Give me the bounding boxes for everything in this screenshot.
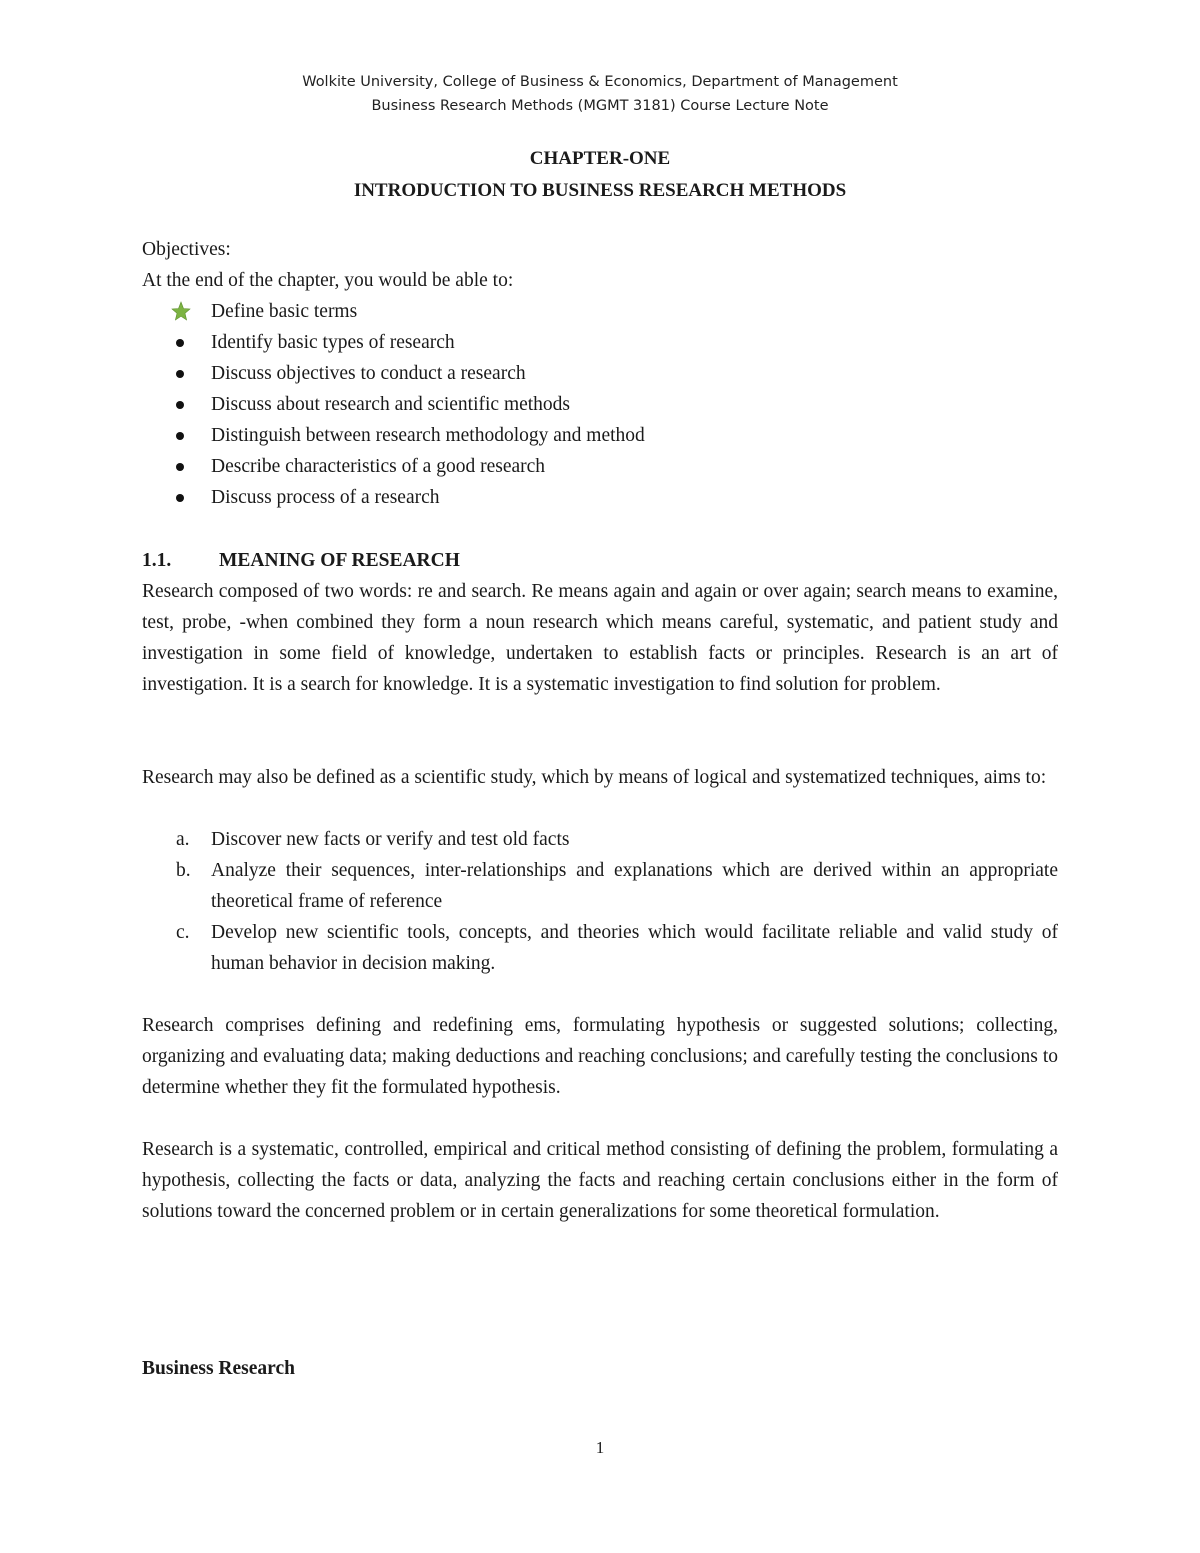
objective-text: Discuss about research and scientific methods xyxy=(211,394,571,415)
chapter-title: INTRODUCTION TO BUSINESS RESEARCH METHODS xyxy=(353,180,847,201)
chapter-label: CHAPTER-ONE xyxy=(529,148,671,169)
aim-text: Develop new scientific tools, concepts, and theories which would facilitate reliable and valid study of human behavior in decision making. xyxy=(211,922,1058,974)
business-research-heading: Business Research xyxy=(142,1358,295,1379)
list-marker: b. xyxy=(176,860,191,881)
paragraph-meaning: Research composed of two words: re and search. Re means again and again or over again; search means to examine, test, probe, -when combined they form a noun research which means careful, systematic, and patient study and investigation in some field of knowledge, undertaken to establish facts or principles. Research is an art of investigation. It is a search for knowledge. It is a systematic investigation to find solution for problem. xyxy=(142,581,1058,695)
green-star-bullet-icon xyxy=(171,301,191,321)
list-item xyxy=(142,917,1058,979)
bullet-dot-icon xyxy=(176,432,184,440)
bullet-dot-icon xyxy=(176,370,184,378)
aim-text: Analyze their sequences, inter-relationships and explanations which are derived within an appropriate theoretical frame of reference xyxy=(211,860,1058,912)
list-item xyxy=(142,327,1058,358)
chapter-heading xyxy=(0,143,1200,207)
section-number: 1.1. xyxy=(142,550,172,571)
section-heading xyxy=(142,545,460,576)
objectives-lead: At the end of the chapter, you would be able to: xyxy=(142,270,514,291)
header-institution: Wolkite University, College of Business & Economics, Department of Management xyxy=(302,74,898,90)
objective-text: Discuss process of a research xyxy=(211,487,440,508)
aim-text: Discover new facts or verify and test old facts xyxy=(211,829,570,850)
objectives-intro xyxy=(142,234,1058,296)
bullet-dot-icon xyxy=(176,494,184,502)
objective-text: Discuss objectives to conduct a research xyxy=(211,363,526,384)
bullet-dot-icon xyxy=(176,339,184,347)
paragraph-definition: Research may also be defined as a scientific study, which by means of logical and systematized techniques, aims to: xyxy=(142,767,1047,788)
bullet-dot-icon xyxy=(176,463,184,471)
list-marker: c. xyxy=(176,922,190,943)
page-number: 1 xyxy=(595,1438,605,1457)
objectives-list xyxy=(142,296,1058,513)
list-item xyxy=(142,389,1058,420)
list-item xyxy=(142,824,1058,855)
list-item xyxy=(142,296,1058,327)
paragraph-comprises: Research comprises defining and redefining ems, formulating hypothesis or suggested solutions; collecting, organizing and evaluating data; making deductions and reaching conclusions; and carefully testing the conclusions to determine whether they fit the formulated hypothesis. xyxy=(142,1015,1058,1098)
aims-list xyxy=(142,824,1058,979)
bullet-dot-icon xyxy=(176,401,184,409)
page-header xyxy=(0,70,1200,118)
objective-text: Describe characteristics of a good research xyxy=(211,456,546,477)
objective-text: Define basic terms xyxy=(211,301,358,322)
list-item xyxy=(142,451,1058,482)
list-item xyxy=(142,420,1058,451)
objectives-heading: Objectives: xyxy=(142,239,231,260)
list-marker: a. xyxy=(176,829,190,850)
list-item xyxy=(142,358,1058,389)
header-course: Business Research Methods (MGMT 3181) Course Lecture Note xyxy=(371,98,829,114)
objective-text: Identify basic types of research xyxy=(211,332,455,353)
section-title: MEANING OF RESEARCH xyxy=(219,550,460,571)
list-item xyxy=(142,482,1058,513)
list-item xyxy=(142,855,1058,917)
objective-text: Distinguish between research methodology and method xyxy=(211,425,645,446)
paragraph-systematic: Research is a systematic, controlled, empirical and critical method consisting of defining the problem, formulating a hypothesis, collecting the facts or data, analyzing the facts and reaching certain conclusions either in the form of solutions toward the concerned problem or in certain generalizations for some theoretical formulation. xyxy=(142,1139,1058,1222)
